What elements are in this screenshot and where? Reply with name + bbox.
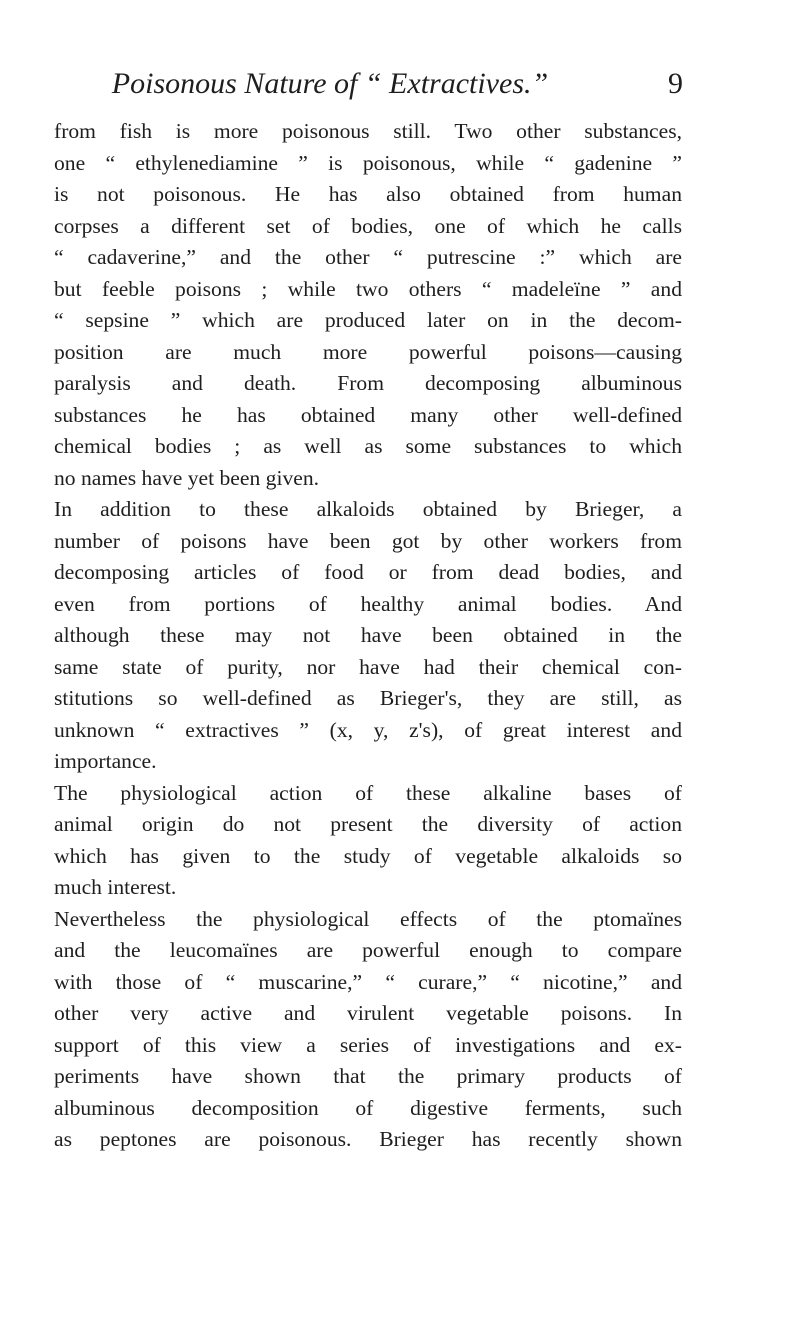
text-line: same state of purity, nor have had their chemical con- [54,654,682,679]
text-line: albuminous decomposition of digestive ferments, such [54,1095,682,1120]
running-head [0,64,800,104]
text-line: paralysis and death. From decomposing albuminous [54,371,682,395]
page-number: 9 [668,67,683,100]
body-text [54,116,682,1156]
text-line: substances he has obtained many other well-defined [54,402,682,427]
text-line: support of this view a series of investigations and ex- [54,1032,682,1057]
text-line: much interest. [54,875,177,899]
text-line: Nevertheless the physiological effects of the ptomaïnes [54,906,682,931]
text-line: In addition to these alkaloids obtained by Brieger, a [54,497,682,521]
text-line: is not poisonous. He has also obtained from human [54,182,682,206]
text-line: importance. [54,749,157,773]
text-line: with those of “ muscarine,” “ curare,” “ nicotine,” and [54,969,682,994]
text-line: one “ ethylenediamine ” is poisonous, while “ gadenine ” [54,150,682,175]
text-line: even from portions of healthy animal bodies. And [54,591,682,616]
text-line: corpses a different set of bodies, one of which he calls [54,213,682,238]
text-line: periments have shown that the primary products of [54,1064,682,1088]
running-title: Poisonous Nature of “ Extractives.” [111,67,549,100]
text-line: number of poisons have been got by other workers from [54,528,682,553]
text-line: but feeble poisons ; while two others “ madeleïne ” and [54,276,682,301]
text-line: “ cadaverine,” and the other “ putrescine :” which are [54,245,682,269]
text-line: animal origin do not present the diversity of action [54,812,682,836]
text-line: other very active and virulent vegetable poisons. In [54,1001,682,1025]
text-line: stitutions so well-defined as Brieger's, they are still, as [54,686,682,710]
text-line: unknown “ extractives ” (x, y, z's), of great interest and [54,717,682,742]
text-line: decomposing articles of food or from dead bodies, and [54,560,682,584]
text-line: and the leucomaïnes are powerful enough to compare [54,938,682,962]
text-line: as peptones are poisonous. Brieger has recently shown [54,1127,682,1151]
text-line: chemical bodies ; as well as some substances to which [54,434,682,458]
text-line: position are much more powerful poisons—causing [54,339,682,364]
text-line: which has given to the study of vegetable alkaloids so [54,843,682,868]
text-line: no names have yet been given. [54,465,320,490]
text-line: “ sepsine ” which are produced later on in the decom- [54,308,682,332]
text-line: although these may not have been obtained in the [54,623,682,647]
text-line: The physiological action of these alkaline bases of [54,780,682,805]
text-line: from fish is more poisonous still. Two other substances, [54,119,682,143]
